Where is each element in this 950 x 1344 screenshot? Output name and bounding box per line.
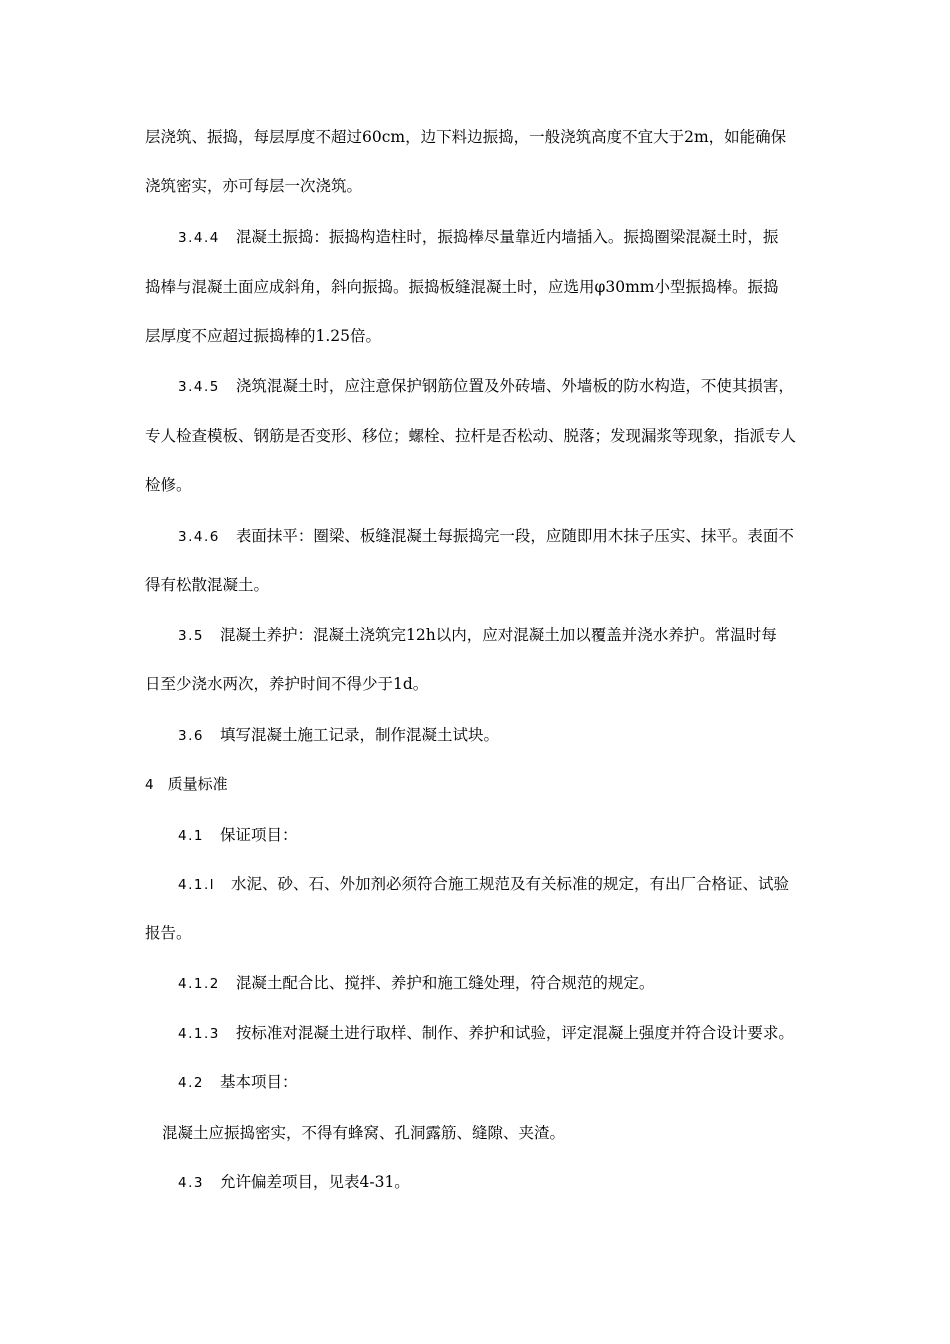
section-4-1-3 <box>178 1022 818 1045</box>
paragraph-line <box>145 325 815 347</box>
section-4-1-2 <box>178 972 818 995</box>
line-text: 填写混凝土施工记录，制作混凝土试块。 <box>219 726 499 744</box>
section-number: 4.1 <box>178 828 204 844</box>
line-text: 得有松散混凝土。 <box>145 576 270 594</box>
paragraph-line <box>145 175 815 197</box>
line-text: 表面抹平：圈梁、板缝混凝土每振捣完一段，应随即用木抹子压实、抹平。表面不 <box>235 527 794 545</box>
line-text: 混凝土养护：混凝土浇筑完12h以内，应对混凝土加以覆盖并浇水养护。常温时每 <box>219 626 777 644</box>
section-number: 3.4.4 <box>178 230 220 246</box>
section-number: 4.3 <box>178 1175 204 1191</box>
paragraph-line <box>145 126 815 148</box>
paragraph-line <box>145 673 815 695</box>
section-number: 3.4.6 <box>178 529 220 545</box>
section-4-1-1 <box>178 873 818 896</box>
line-text: 混凝土应振捣密实，不得有蜂窝、孔洞露筋、缝隙、夹渣。 <box>162 1124 566 1142</box>
line-text: 允许偏差项目，见表4-31。 <box>219 1173 410 1191</box>
section-number: 4.1.l <box>178 877 216 893</box>
line-text: 保证项目： <box>219 826 298 844</box>
section-number: 3.6 <box>178 728 204 744</box>
section-3-4-6 <box>178 525 818 548</box>
paragraph-line <box>145 474 815 496</box>
line-text: 浇筑混凝土时，应注意保护钢筋位置及外砖墙、外墙板的防水构造，不使其损害， <box>235 377 794 395</box>
line-text: 混凝土配合比、搅拌、养护和施工缝处理，符合规范的规定。 <box>235 974 655 992</box>
line-text: 基本项目： <box>219 1073 298 1091</box>
line-text: 按标准对混凝土进行取样、制作、养护和试验，评定混凝上强度并符合设计要求。 <box>235 1024 794 1042</box>
paragraph-line <box>162 1122 812 1144</box>
section-3-6 <box>178 724 818 747</box>
paragraph-line <box>145 276 815 298</box>
section-heading-4 <box>145 773 815 796</box>
line-text: 专人检查模板、钢筋是否变形、移位；螺栓、拉杆是否松动、脱落；发现漏浆等现象，指派专人 <box>145 427 797 445</box>
section-4-1 <box>178 824 818 847</box>
section-3-4-5 <box>178 375 818 398</box>
section-number: 3.5 <box>178 628 204 644</box>
line-text: 层浇筑、振捣，每层厚度不超过60cm，边下料边振捣，一般浇筑高度不宜大于2m，如能确保 <box>145 128 787 146</box>
section-3-4-4 <box>178 226 818 249</box>
section-3-5 <box>178 624 818 647</box>
section-4-3 <box>178 1171 818 1194</box>
line-text: 检修。 <box>145 476 192 494</box>
paragraph-line <box>145 425 815 447</box>
section-number: 4.1.3 <box>178 1026 220 1042</box>
line-text: 日至少浇水两次，养护时间不得少于1d。 <box>145 675 429 693</box>
section-4-2 <box>178 1071 818 1094</box>
line-text: 报告。 <box>145 924 192 942</box>
section-number: 4.2 <box>178 1075 204 1091</box>
line-text: 水泥、砂、石、外加剂必须符合施工规范及有关标准的规定，有出厂合格证、试验 <box>231 875 790 893</box>
paragraph-line <box>145 922 815 944</box>
line-text: 混凝土振捣：振捣构造柱时，振捣棒尽量靠近内墙插入。振捣圈梁混凝土时，振 <box>235 228 779 246</box>
section-number: 3.4.5 <box>178 379 220 395</box>
line-text: 浇筑密实，亦可每层一次浇筑。 <box>145 177 363 195</box>
line-text: 层厚度不应超过振捣棒的1.25倍。 <box>145 327 382 345</box>
paragraph-line <box>145 574 815 596</box>
section-heading-text: 质量标准 <box>167 775 228 793</box>
line-text: 捣棒与混凝土面应成斜角，斜向振捣。振捣板缝混凝土时，应选用φ30mm小型振捣棒。振捣 <box>145 278 779 296</box>
section-number: 4.1.2 <box>178 976 220 992</box>
section-number: 4 <box>145 777 154 793</box>
